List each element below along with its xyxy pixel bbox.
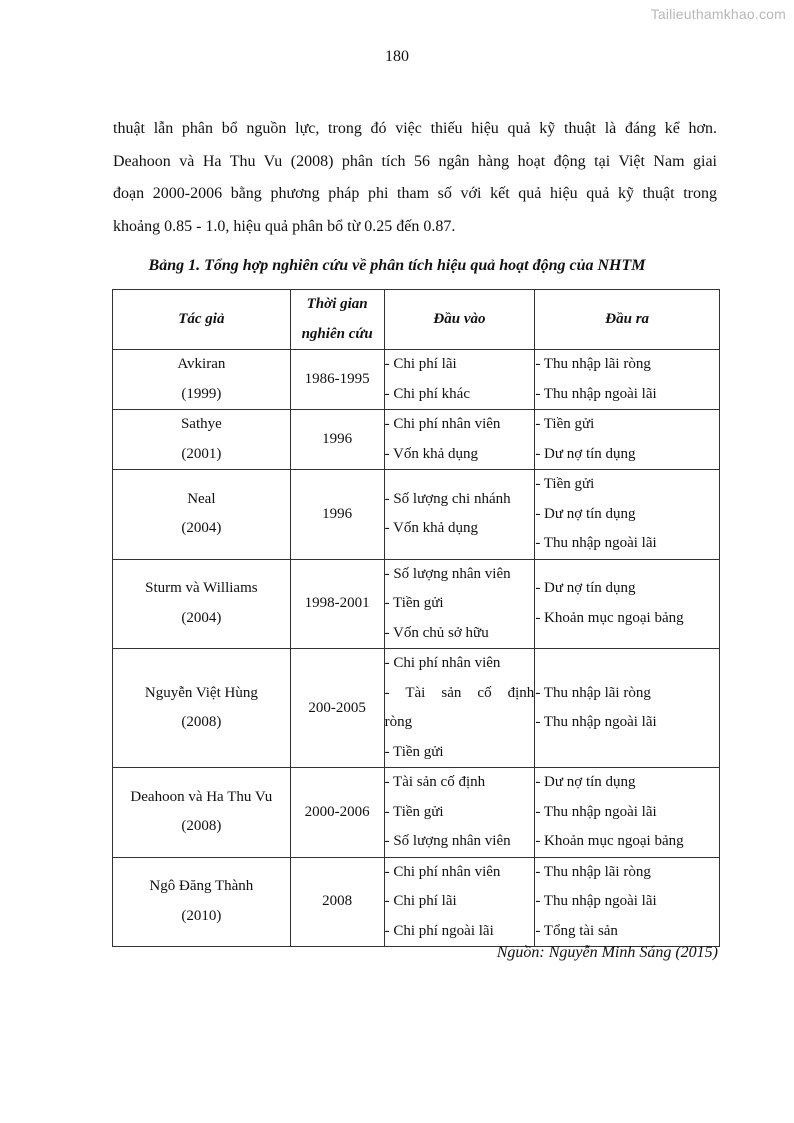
period-cell: 200-2005 (290, 649, 384, 768)
author-cell (113, 350, 291, 410)
author-cell (113, 410, 291, 470)
input-item: - Vốn khả dụng (384, 445, 479, 462)
author-name: Deahoon và Ha Thu Vu (130, 788, 273, 805)
period-cell: 1996 (290, 470, 384, 560)
outputs-cell (535, 649, 720, 768)
paragraph-line: thuật lẫn phân bổ nguồn lực, trong đó việc thiếu hiệu quả kỹ thuật là đáng kể hơn. (113, 120, 717, 137)
output-item: - Khoản mục ngoại bảng (535, 609, 684, 626)
watermark: Tailieuthamkhao.com (650, 6, 786, 22)
paragraph-line: khoảng 0.85 - 1.0, hiệu quả phân bổ từ 0.25 đến 0.87. (113, 217, 456, 235)
author-year: (2008) (181, 714, 222, 730)
input-item: - Tiền gửi (384, 803, 444, 820)
input-item: - Chi phí nhân viên (384, 655, 501, 671)
table-row (113, 559, 720, 649)
outputs-cell (535, 768, 720, 858)
output-item: - Dư nợ tín dụng (535, 445, 636, 462)
research-summary-table (112, 289, 720, 947)
table-header-row (113, 290, 720, 350)
period-cell: 2000-2006 (290, 768, 384, 858)
outputs-cell (535, 410, 720, 470)
header-outputs: Đầu ra (535, 290, 720, 350)
input-item: - Chi phí nhân viên (384, 416, 501, 432)
input-item: - Tài sản cố định (384, 774, 486, 790)
author-name: Nguyễn Việt Hùng (144, 684, 258, 701)
output-item: - Thu nhập lãi ròng (535, 684, 651, 701)
input-item: - Chi phí lãi (384, 356, 457, 372)
input-item: - Số lượng nhân viên (384, 565, 511, 582)
input-item: - Số lượng nhân viên (384, 833, 511, 849)
input-item: - Chi phí lãi (384, 893, 457, 909)
paragraph-line: Deahoon và Ha Thu Vu (2008) phân tích 56 ngân hàng hoạt động tại Việt Nam giai (113, 152, 717, 170)
table-row (113, 768, 720, 858)
input-item: - Chi phí khác (384, 385, 470, 402)
output-item: - Thu nhập ngoài lãi (535, 714, 657, 730)
period-cell: 1986-1995 (290, 350, 384, 410)
author-year: (2010) (181, 907, 222, 924)
table-row (113, 470, 720, 560)
author-name: Neal (187, 490, 216, 507)
output-item: - Thu nhập ngoài lãi (535, 893, 657, 909)
input-item: - Số lượng chi nhánh (384, 490, 511, 507)
inputs-cell (384, 350, 535, 410)
input-item: ròng (384, 714, 413, 730)
output-item: - Dư nợ tín dụng (535, 774, 636, 790)
author-year: (2001) (181, 445, 222, 462)
page-number: 180 (385, 48, 409, 65)
outputs-cell (535, 857, 720, 947)
header-author: Tác giả (113, 290, 291, 350)
header-period: Thời gian nghiên cứu (290, 290, 384, 350)
output-item: - Dư nợ tín dụng (535, 505, 636, 522)
input-item: - Tài sản cố định (384, 684, 535, 701)
output-item: - Tiền gửi (535, 416, 595, 432)
input-item: - Tiền gửi (384, 595, 444, 611)
output-item: - Tiền gửi (535, 476, 595, 492)
input-item: - Chi phí ngoài lãi (384, 922, 494, 939)
author-cell (113, 857, 291, 947)
input-item: - Vốn khả dụng (384, 520, 479, 537)
output-item: - Thu nhập lãi ròng (535, 356, 651, 372)
output-item: - Thu nhập ngoài lãi (535, 535, 657, 551)
input-item: - Vốn chủ sở hữu (384, 624, 489, 641)
header-inputs: Đầu vào (384, 290, 535, 350)
table-row (113, 649, 720, 768)
output-item: - Thu nhập ngoài lãi (535, 385, 657, 402)
output-item: - Thu nhập ngoài lãi (535, 803, 657, 820)
author-cell (113, 470, 291, 560)
output-item: - Khoản mục ngoại bảng (535, 833, 684, 849)
inputs-cell (384, 470, 535, 560)
inputs-cell (384, 410, 535, 470)
outputs-cell (535, 470, 720, 560)
body-paragraph (113, 113, 717, 243)
author-cell (113, 768, 291, 858)
output-item: - Dư nợ tín dụng (535, 580, 636, 597)
period-cell: 1996 (290, 410, 384, 470)
period-cell: 2008 (290, 857, 384, 947)
author-cell (113, 559, 291, 649)
outputs-cell (535, 559, 720, 649)
author-name: Avkiran (177, 356, 226, 372)
author-year: (1999) (181, 385, 222, 402)
author-year: (2008) (181, 818, 222, 835)
author-year: (2004) (181, 520, 222, 537)
inputs-cell (384, 857, 535, 947)
table-row (113, 410, 720, 470)
paragraph-line: đoạn 2000-2006 bằng phương pháp phi tham số với kết quả hiệu quả kỹ thuật trong (113, 185, 717, 202)
inputs-cell (384, 768, 535, 858)
inputs-cell (384, 559, 535, 649)
author-cell (113, 649, 291, 768)
input-item: - Tiền gửi (384, 743, 444, 760)
author-name: Sathye (180, 416, 222, 432)
outputs-cell (535, 350, 720, 410)
author-name: Sturm và Williams (145, 580, 258, 597)
table-body (113, 350, 720, 947)
table-source: Nguồn: Nguyễn Minh Sáng (2015) (496, 944, 718, 961)
period-cell: 1998-2001 (290, 559, 384, 649)
table-row (113, 350, 720, 410)
inputs-cell (384, 649, 535, 768)
input-item: - Chi phí nhân viên (384, 863, 501, 880)
author-name: Ngô Đăng Thành (149, 878, 254, 895)
output-item: - Thu nhập lãi ròng (535, 863, 651, 880)
output-item: - Tổng tài sản (535, 922, 618, 939)
table-caption: Bảng 1. Tổng hợp nghiên cứu về phân tích hiệu quả hoạt động của NHTM (148, 257, 646, 274)
author-year: (2004) (181, 609, 222, 626)
table-row (113, 857, 720, 947)
